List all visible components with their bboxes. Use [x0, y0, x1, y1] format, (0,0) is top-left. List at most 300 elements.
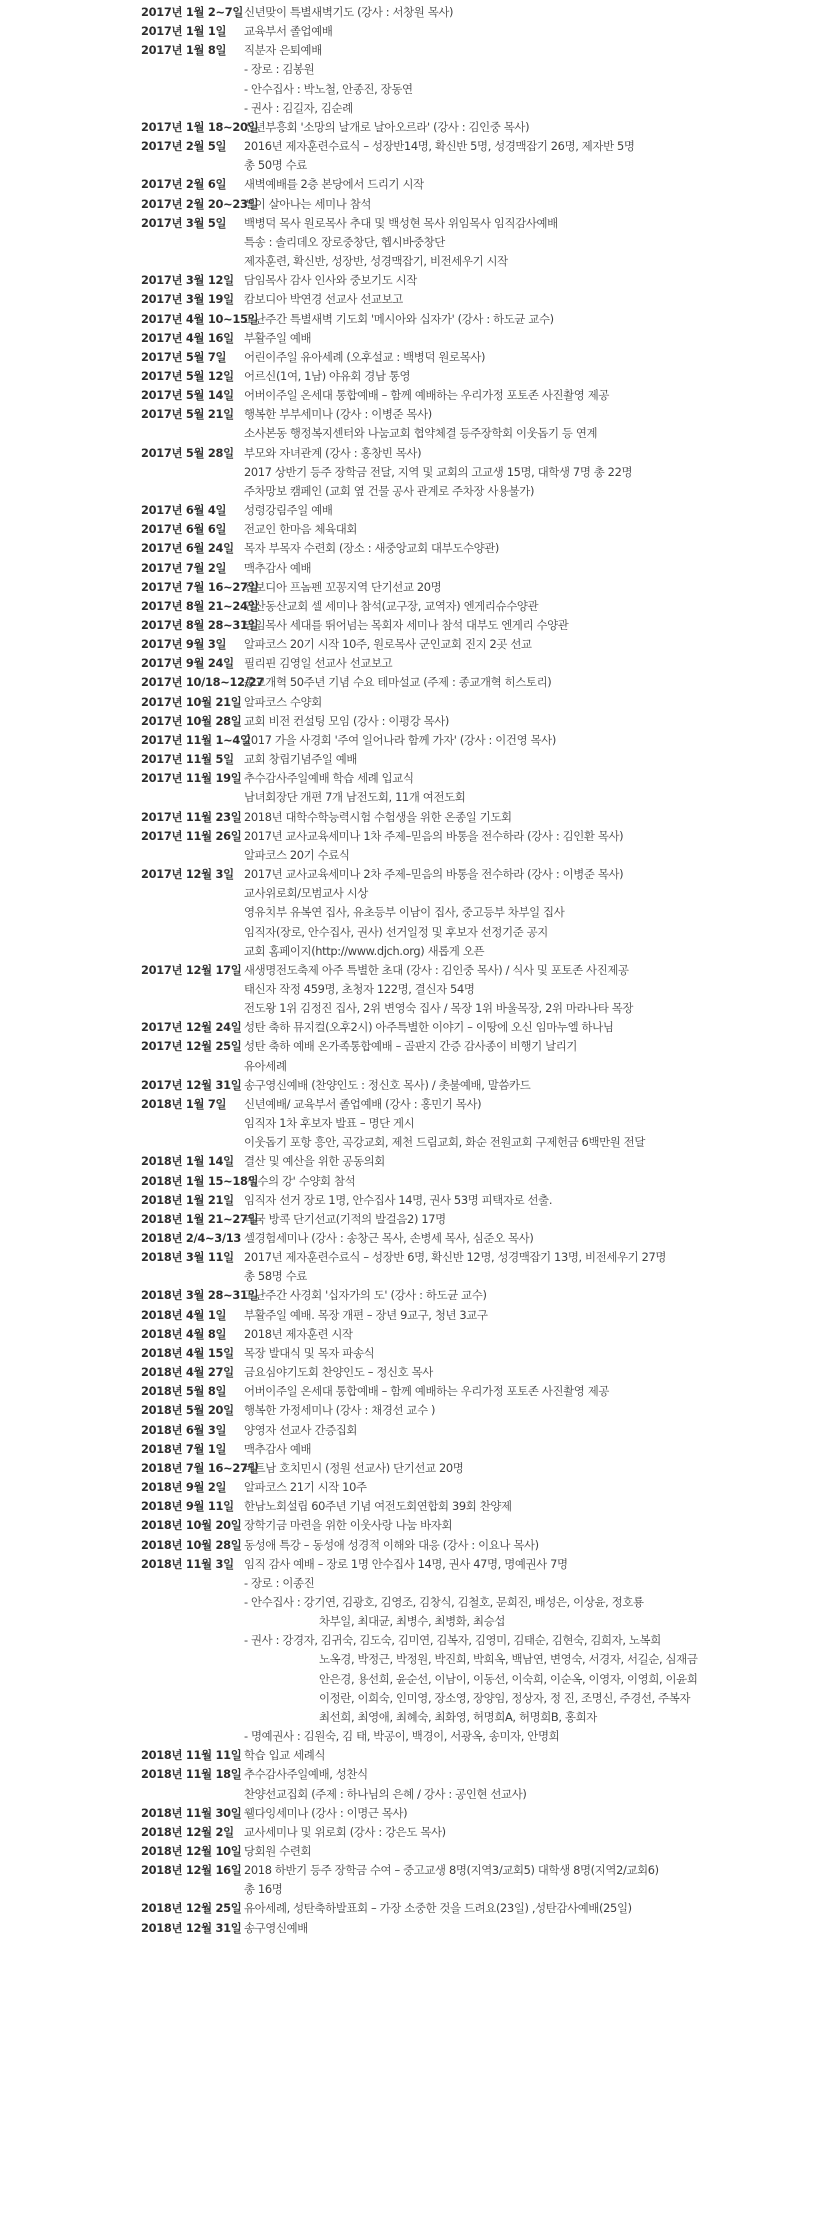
entry-line: 총 16명	[244, 1882, 283, 1897]
entry-date: 2017년 5월 28일	[141, 445, 234, 460]
entry-line: 최선희, 최영애, 최혜숙, 최화영, 허명희A, 허명희B, 홍희자	[319, 1709, 597, 1724]
entry-line: 어린이주일 유아세례 (오후설교 : 백병덕 원로목사)	[244, 349, 486, 364]
entry-date: 2018년 11월 18일	[141, 1767, 242, 1782]
entry-line: 금요심야기도회 찬양인도 – 정신호 목사	[244, 1365, 433, 1380]
entry-date: 2017년 1월 2~7일	[141, 5, 244, 19]
timeline-entry	[0, 1516, 840, 1535]
entry-description	[244, 865, 840, 961]
entry-line: 성탄 축하 뮤지컬(오후2시) 아주특별한 이야기 – 이땅에 오신 임마누엘 하나님	[244, 1020, 614, 1035]
entry-line: 이정란, 이희숙, 인미영, 장소영, 장양임, 정상자, 정 진, 조명신, 주경선, 주복자	[319, 1690, 691, 1705]
entry-description	[244, 1861, 840, 1899]
entry-date: 2018년 10월 28일	[141, 1537, 242, 1552]
entry-date: 2017년 12월 24일	[141, 1020, 242, 1035]
entry-date: 2017년 6월 24일	[141, 541, 234, 556]
timeline-entry	[0, 1210, 840, 1229]
entry-line: 부모와 자녀관계 (강사 : 홍창빈 목사)	[244, 445, 422, 460]
timeline-entry	[0, 1152, 840, 1171]
entry-line: 목장 발대식 및 목자 파송식	[244, 1345, 375, 1360]
entry-line: 2017 가을 사경회 '주여 일어나라 함께 가자' (강사 : 이건영 목사)	[244, 732, 556, 747]
entry-date: 2018년 6월 3일	[141, 1422, 227, 1437]
timeline-entry	[0, 1286, 840, 1305]
entry-line: 캄보디아 박연경 선교사 선교보고	[244, 292, 403, 307]
entry-date: 2018년 11월 11일	[141, 1748, 242, 1763]
entry-date: 2018년 12월 16일	[141, 1863, 242, 1878]
entry-description	[244, 1842, 840, 1861]
entry-description	[244, 1363, 840, 1382]
entry-description	[244, 348, 840, 367]
entry-line: 부활주일 예배. 목장 개편 – 장년 9교구, 청년 3교구	[244, 1307, 488, 1322]
entry-line: 어르신(1여, 1남) 야유회 경남 통영	[244, 368, 411, 383]
entry-description	[244, 673, 840, 692]
entry-line: 알파코스 21기 시작 10주	[244, 1480, 367, 1495]
timeline-entry	[0, 386, 840, 405]
timeline-entry	[0, 1037, 840, 1075]
entry-line: '생수의 강' 수양회 참석	[244, 1173, 356, 1188]
entry-line: - 안수집사 : 박노철, 안종진, 장동연	[244, 81, 413, 96]
entry-line: 학습 입교 세례식	[244, 1748, 326, 1763]
entry-date: 2018년 3월 28~31일	[141, 1288, 259, 1303]
entry-line: 유아세례, 성탄축하발표회 – 가장 소중한 것을 드려요(23일) ,성탄감사예배(25일)	[244, 1901, 632, 1916]
timeline-entry	[0, 1401, 840, 1420]
entry-line: 2017년 교사교육세미나 2차 주제–믿음의 바통을 전수하라 (강사 : 이병준 목사)	[244, 867, 624, 882]
entry-date: 2018년 4월 27일	[141, 1365, 234, 1380]
entry-line: 어버이주일 온세대 통합예배 – 함께 예배하는 우리가정 포토존 사진촬영 제공	[244, 388, 610, 403]
entry-date: 2017년 5월 14일	[141, 388, 234, 403]
entry-date: 2018년 1월 15~18일	[141, 1173, 259, 1188]
entry-line: 임직자 선거 장로 1명, 안수집사 14명, 권사 53명 피택자로 선출.	[244, 1192, 553, 1207]
entry-date: 2018년 2/4~3/13	[141, 1231, 241, 1245]
entry-description	[244, 137, 840, 175]
entry-date: 2017년 4월 10~15일	[141, 311, 259, 326]
entry-line: 전교인 한마음 체육대회	[244, 522, 358, 537]
entry-line: - 안수집사 : 강기연, 김광호, 김영조, 김창식, 김철호, 문희진, 배성은, 이상윤, 정호룡	[244, 1594, 644, 1609]
entry-date: 2017년 5월 12일	[141, 368, 234, 383]
entry-date: 2018년 1월 21~27일	[141, 1211, 259, 1226]
entry-line: 주차망보 캠페인 (교회 옆 건물 공사 관계로 주차장 사용불가)	[244, 483, 535, 498]
entry-description	[244, 693, 840, 712]
entry-line: 추수감사주일예배, 성찬식	[244, 1767, 368, 1782]
entry-line: - 권사 : 강경자, 김귀숙, 김도숙, 김미연, 김복자, 김영미, 김태순, 김현숙, 김희자, 노복희	[244, 1633, 661, 1648]
entry-date: 2017년 10/18~12/27	[141, 675, 264, 690]
entry-line: 2016년 제자훈련수료식 – 성장반14명, 확신반 5명, 성경맥잡기 26명, 제자반 5명	[244, 139, 635, 154]
entry-line: 송구영신예배 (찬양인도 : 정신호 목사) / 촛불예배, 말씀카드	[244, 1077, 531, 1092]
entry-line: 2017 상반기 등주 장학금 전달, 지역 및 교회의 고교생 15명, 대학생 7명 총 22명	[244, 464, 633, 479]
entry-line: 총 58명 수료	[244, 1269, 307, 1284]
entry-date: 2017년 6월 4일	[141, 503, 227, 518]
entry-description	[244, 827, 840, 865]
entry-line: 이웃돕기 포항 흥안, 곡강교회, 제천 드림교회, 화순 전원교회 구제헌금 6백만원 전달	[244, 1135, 645, 1150]
entry-date: 2018년 12월 10일	[141, 1844, 242, 1858]
entry-date: 2017년 3월 12일	[141, 273, 234, 288]
entry-description	[244, 1555, 840, 1747]
entry-description	[244, 520, 840, 539]
entry-description	[244, 1037, 840, 1075]
timeline-entry	[0, 1325, 840, 1344]
entry-description	[244, 559, 840, 578]
entry-line: 2018 하반기 등주 장학금 수여 – 중고교생 8명(지역3/교회5) 대학생 8명(지역2/교회6)	[244, 1863, 659, 1878]
entry-date: 2017년 2월 5일	[141, 139, 227, 154]
entry-line: 알파코스 20기 시작 10주, 원로목사 군인교회 진지 2곳 선교	[244, 637, 532, 652]
entry-description	[244, 444, 840, 501]
entry-date: 2017년 3월 5일	[141, 215, 227, 230]
entry-date: 2018년 11월 30일	[141, 1805, 242, 1820]
timeline-entry	[0, 712, 840, 731]
timeline-entry	[0, 808, 840, 827]
entry-date: 2018년 4월 15일	[141, 1345, 234, 1360]
timeline-entry	[0, 1248, 840, 1286]
entry-description	[244, 1152, 840, 1171]
timeline-entry	[0, 1823, 840, 1842]
timeline-entry	[0, 290, 840, 309]
timeline-entry	[0, 1555, 840, 1747]
entry-description	[244, 750, 840, 769]
entry-line: 새벽예배를 2층 본당에서 드리기 시작	[244, 177, 424, 192]
timeline-entry	[0, 1842, 840, 1861]
timeline-entry	[0, 1899, 840, 1918]
entry-description	[244, 1325, 840, 1344]
timeline-entry	[0, 348, 840, 367]
timeline-entry	[0, 1018, 840, 1037]
entry-date: 2017년 10월 28일	[141, 713, 242, 728]
entry-line: 백병덕 목사 원로목사 추대 및 백성현 목사 위임목사 임직감사예배	[244, 215, 558, 230]
timeline-entry	[0, 310, 840, 329]
entry-description	[244, 769, 840, 807]
entry-line: 알파코스 수양회	[244, 694, 322, 709]
entry-line: 교육부서 졸업예배	[244, 24, 333, 39]
entry-date: 2017년 8월 21~24일	[141, 598, 259, 613]
timeline-entry	[0, 1459, 840, 1478]
timeline-entry	[0, 367, 840, 386]
entry-line: 교사위로회/모범교사 시상	[244, 886, 368, 901]
timeline-entry	[0, 750, 840, 769]
timeline-entry	[0, 673, 840, 692]
timeline-entry	[0, 654, 840, 673]
timeline-entry	[0, 693, 840, 712]
timeline-entry	[0, 827, 840, 865]
entry-line: 신년맞이 특별새벽기도 (강사 : 서창원 목사)	[244, 5, 454, 19]
entry-line: 2018년 대학수학능력시험 수험생을 위한 온종일 기도회	[244, 809, 512, 824]
timeline-entry	[0, 137, 840, 175]
entry-line: 노옥경, 박정근, 박정원, 박진희, 박희옥, 백남연, 변영숙, 서경자, 서길순, 심재금	[319, 1652, 698, 1667]
entry-description	[244, 1210, 840, 1229]
entry-date: 2017년 12월 3일	[141, 867, 234, 882]
timeline-entry	[0, 1765, 840, 1803]
entry-line: 캄보디아 프놈펜 꼬꽁지역 단기선교 20명	[244, 579, 442, 594]
entry-date: 2017년 11월 5일	[141, 752, 234, 767]
entry-date: 2018년 3월 11일	[141, 1250, 234, 1265]
timeline-entry	[0, 1919, 840, 1938]
entry-line: 2017년 교사교육세미나 1차 주제–믿음의 바통을 전수하라 (강사 : 김인환 목사)	[244, 828, 624, 843]
entry-line: 직분자 은퇴예배	[244, 43, 322, 58]
timeline-entry	[0, 405, 840, 443]
entry-description	[244, 597, 840, 616]
entry-line: 2018년 제자훈련 시작	[244, 1326, 353, 1341]
timeline-entry	[0, 1478, 840, 1497]
timeline-entry	[0, 444, 840, 501]
entry-line: 담임목사 세대를 뛰어넘는 목회자 세미나 참석 대부도 엔게리 수양관	[244, 618, 569, 632]
entry-line: 성탄 축하 예배 온가족통합예배 – 골판지 간증 감사종이 비행기 날리기	[244, 1039, 578, 1054]
timeline-entry	[0, 1076, 840, 1095]
entry-line: - 장로 : 김봉원	[244, 62, 315, 77]
entry-line: 태신자 작정 459명, 초청자 122명, 결신자 54명	[244, 981, 475, 996]
entry-description	[244, 1076, 840, 1095]
entry-line: 안은경, 용선희, 윤순선, 이남이, 이동선, 이숙희, 이순옥, 이영자, 이영희, 이윤희	[319, 1671, 698, 1686]
entry-line: 어버이주일 온세대 통합예배 – 함께 예배하는 우리가정 포토존 사진촬영 제공	[244, 1384, 610, 1399]
timeline-entry	[0, 1440, 840, 1459]
timeline-entry	[0, 214, 840, 271]
entry-date: 2017년 2월 6일	[141, 177, 227, 192]
timeline-entry	[0, 1497, 840, 1516]
entry-line: 신년부흥회 '소망의 날개로 날아오르라' (강사 : 김인중 목사)	[244, 119, 530, 134]
entry-date: 2018년 1월 14일	[141, 1154, 234, 1169]
entry-description	[244, 118, 840, 137]
entry-date: 2017년 4월 16일	[141, 330, 234, 345]
entry-line: 동성애 특강 – 동성애 성경적 이해와 대응 (강사 : 이요나 목사)	[244, 1537, 539, 1552]
entry-date: 2018년 7월 1일	[141, 1441, 227, 1456]
entry-line: 소사본동 행정복지센터와 나눔교회 협약체결 등주장학회 이웃돕기 등 연계	[244, 426, 598, 441]
entry-date: 2018년 1월 21일	[141, 1192, 234, 1207]
entry-line: 제자훈련, 확신반, 성장반, 성경맥잡기, 비전세우기 시작	[244, 254, 508, 269]
entry-line: 총 50명 수료	[244, 158, 307, 173]
timeline-entry	[0, 559, 840, 578]
entry-description	[244, 1018, 840, 1037]
entry-date: 2017년 11월 1~4일	[141, 732, 251, 747]
entry-date: 2018년 4월 1일	[141, 1307, 227, 1322]
entry-line: 남녀회장단 개편 7개 남전도회, 11개 여전도회	[244, 790, 466, 805]
entry-description	[244, 22, 840, 41]
entry-description	[244, 1497, 840, 1516]
entry-date: 2017년 12월 25일	[141, 1039, 242, 1054]
entry-line: 한남노회설립 60주년 기념 여전도회연합회 39회 찬양제	[244, 1499, 512, 1514]
entry-description	[244, 3, 840, 22]
entry-description	[244, 1095, 840, 1152]
entry-line: 맥추감사 예배	[244, 1441, 312, 1456]
entry-description	[244, 41, 840, 118]
entry-description	[244, 501, 840, 520]
entry-description	[244, 1306, 840, 1325]
entry-line: 베트남 호치민시 (정원 선교사) 단기선교 20명	[244, 1460, 464, 1475]
entry-line: - 권사 : 김길자, 김순례	[244, 100, 353, 115]
timeline-entry	[0, 539, 840, 558]
entry-line: 목자 부목자 수련회 (장소 : 새중앙교회 대부도수양관)	[244, 541, 500, 556]
entry-description	[244, 214, 840, 271]
entry-date: 2017년 7월 16~27일	[141, 579, 259, 594]
timeline-entry	[0, 271, 840, 290]
entry-description	[244, 367, 840, 386]
entry-line: 유아세례	[244, 1058, 287, 1073]
timeline-entry	[0, 1861, 840, 1899]
timeline-entry	[0, 731, 840, 750]
entry-line: 특송 : 솔리데오 장로중창단, 헵시바중창단	[244, 234, 445, 249]
entry-line: 행복한 가정세미나 (강사 : 채경선 교수 )	[244, 1403, 436, 1418]
entry-date: 2017년 1월 1일	[141, 24, 227, 39]
timeline-entry	[0, 1382, 840, 1401]
timeline-entry	[0, 1095, 840, 1152]
timeline-entry	[0, 1306, 840, 1325]
entry-line: 장학기금 마련을 위한 이웃사랑 나눔 바자회	[244, 1518, 453, 1533]
entry-description	[244, 1344, 840, 1363]
entry-line: 안산동산교회 셀 세미나 참석(교구장, 교역자) 엔게리슈수양관	[244, 598, 539, 613]
entry-description	[244, 712, 840, 731]
entry-description	[244, 1248, 840, 1286]
timeline-entry	[0, 195, 840, 214]
entry-line: 임직자 1차 후보자 발표 – 명단 게시	[244, 1116, 415, 1131]
entry-line: 담임목사 감사 인사와 중보기도 시작	[244, 273, 417, 288]
entry-line: 찬양선교집회 (주제 : 하나님의 은혜 / 강사 : 공인현 선교사)	[244, 1786, 527, 1801]
entry-line: - 명예권사 : 김원숙, 김 태, 박공이, 백경이, 서광옥, 송미자, 안명희	[244, 1729, 560, 1744]
timeline-entry	[0, 22, 840, 41]
entry-line: 부활주일 예배	[244, 330, 312, 345]
entry-date: 2017년 10월 21일	[141, 694, 242, 709]
entry-line: 셀이 살아나는 세미나 참석	[244, 196, 371, 211]
entry-description	[244, 195, 840, 214]
entry-line: 영유치부 유복연 집사, 유초등부 이남이 집사, 중고등부 차부일 집사	[244, 905, 565, 920]
entry-date: 2017년 11월 23일	[141, 809, 242, 824]
entry-date: 2017년 6월 6일	[141, 522, 227, 537]
entry-date: 2018년 5월 20일	[141, 1403, 234, 1418]
entry-line: 당회원 수련회	[244, 1844, 312, 1858]
entry-description	[244, 329, 840, 348]
timeline-entry	[0, 578, 840, 597]
entry-description	[244, 1382, 840, 1401]
entry-description	[244, 578, 840, 597]
entry-description	[244, 1440, 840, 1459]
timeline-entry	[0, 1363, 840, 1382]
entry-line: 셀경험세미나 (강사 : 송창근 목사, 손병세 목사, 심준오 목사)	[244, 1231, 534, 1245]
timeline-entry	[0, 1421, 840, 1440]
entry-description	[244, 175, 840, 194]
entry-description	[244, 1421, 840, 1440]
entry-description	[244, 1191, 840, 1210]
entry-date: 2018년 7월 16~27일	[141, 1460, 259, 1475]
entry-description	[244, 310, 840, 329]
timeline-entry	[0, 175, 840, 194]
timeline-entry	[0, 597, 840, 616]
entry-date: 2017년 1월 18~20일	[141, 119, 259, 134]
timeline-entry	[0, 118, 840, 137]
timeline-entry	[0, 520, 840, 539]
entry-description	[244, 1229, 840, 1248]
entry-description	[244, 1919, 840, 1938]
entry-date: 2018년 9월 2일	[141, 1480, 227, 1495]
entry-date: 2018년 12월 2일	[141, 1824, 234, 1839]
entry-description	[244, 1401, 840, 1420]
entry-description	[244, 635, 840, 654]
entry-line: 알파코스 20기 수료식	[244, 847, 350, 862]
entry-description	[244, 1478, 840, 1497]
entry-date: 2017년 12월 31일	[141, 1077, 242, 1092]
entry-description	[244, 654, 840, 673]
entry-line: 임직 감사 예배 – 장로 1명 안수집사 14명, 권사 47명, 명예권사 7명	[244, 1556, 568, 1571]
timeline-entry	[0, 329, 840, 348]
entry-line: 임직자(장로, 안수집사, 권사) 선거일정 및 후보자 선정기준 공지	[244, 924, 548, 939]
timeline-entry	[0, 501, 840, 520]
entry-description	[244, 1746, 840, 1765]
timeline-entry	[0, 865, 840, 961]
entry-line: 송구영신예배	[244, 1920, 308, 1935]
entry-description	[244, 386, 840, 405]
church-history-timeline	[0, 3, 840, 1938]
entry-line: 고난주간 사경회 '십자가의 도' (강사 : 하도균 교수)	[244, 1288, 487, 1303]
entry-description	[244, 1536, 840, 1555]
entry-date: 2017년 11월 19일	[141, 771, 242, 786]
timeline-entry	[0, 769, 840, 807]
entry-line: 차부일, 최대균, 최병수, 최병화, 최승섭	[319, 1614, 505, 1629]
entry-date: 2018년 12월 31일	[141, 1920, 242, 1935]
entry-description	[244, 290, 840, 309]
entry-line: 필리핀 김영일 선교사 선교보고	[244, 656, 393, 671]
entry-line: 종교개혁 50주년 기념 수요 테마설교 (주제 : 종교개혁 히스토리)	[244, 675, 552, 690]
entry-line: 웰다잉세미나 (강사 : 이명근 목사)	[244, 1805, 408, 1820]
entry-date: 2018년 10월 20일	[141, 1518, 242, 1533]
entry-description	[244, 1459, 840, 1478]
entry-date: 2017년 5월 7일	[141, 349, 227, 364]
entry-line: 신년예배/ 교육부서 졸업예배 (강사 : 홍민기 목사)	[244, 1096, 482, 1111]
entry-date: 2018년 11월 3일	[141, 1556, 234, 1571]
timeline-entry	[0, 41, 840, 118]
entry-date: 2017년 9월 3일	[141, 637, 227, 652]
entry-description	[244, 1823, 840, 1842]
entry-line: 태국 방콕 단기선교(기적의 발걸음2) 17명	[244, 1211, 446, 1226]
entry-date: 2018년 4월 8일	[141, 1326, 227, 1341]
entry-date: 2018년 5월 8일	[141, 1384, 227, 1399]
entry-date: 2018년 1월 7일	[141, 1096, 227, 1111]
timeline-entry	[0, 1229, 840, 1248]
entry-description	[244, 808, 840, 827]
entry-line: 추수감사주일예배 학습 세례 입교식	[244, 771, 414, 786]
timeline-entry	[0, 635, 840, 654]
timeline-entry	[0, 1804, 840, 1823]
entry-description	[244, 539, 840, 558]
entry-description	[244, 1516, 840, 1535]
entry-date: 2017년 1월 8일	[141, 43, 227, 58]
timeline-entry	[0, 616, 840, 635]
entry-line: 교회 비전 컨설팅 모임 (강사 : 이평강 목사)	[244, 713, 450, 728]
entry-description	[244, 271, 840, 290]
timeline-entry	[0, 1172, 840, 1191]
entry-description	[244, 405, 840, 443]
entry-description	[244, 731, 840, 750]
entry-line: 전도왕 1위 김정진 집사, 2위 변영숙 집사 / 목장 1위 바울목장, 2위 마라나타 목장	[244, 1001, 634, 1016]
entry-date: 2017년 5월 21일	[141, 407, 234, 422]
entry-description	[244, 616, 840, 635]
timeline-entry	[0, 1191, 840, 1210]
entry-date: 2017년 2월 20~23일	[141, 196, 259, 211]
entry-date: 2018년 9월 11일	[141, 1499, 234, 1514]
timeline-entry	[0, 1344, 840, 1363]
entry-line: 양영자 선교사 간증집회	[244, 1422, 358, 1437]
entry-description	[244, 1804, 840, 1823]
entry-line: 맥추감사 예배	[244, 560, 312, 575]
timeline-entry	[0, 3, 840, 22]
entry-line: 결산 및 예산을 위한 공동의회	[244, 1154, 385, 1169]
timeline-entry	[0, 1536, 840, 1555]
entry-date: 2017년 12월 17일	[141, 962, 242, 977]
entry-line: 교회 창립기념주일 예배	[244, 752, 358, 767]
entry-line: 교회 홈페이지(http://www.djch.org) 새롭게 오픈	[244, 943, 485, 958]
entry-date: 2017년 7월 2일	[141, 560, 227, 575]
entry-line: 새생명전도축제 아주 특별한 초대 (강사 : 김인중 목사) / 식사 및 포토존 사진제공	[244, 962, 629, 977]
entry-description	[244, 1172, 840, 1191]
entry-description	[244, 961, 840, 1018]
timeline-entry	[0, 1746, 840, 1765]
entry-line: 행복한 부부세미나 (강사 : 이병준 목사)	[244, 407, 432, 422]
timeline-entry	[0, 961, 840, 1018]
entry-line: - 장로 : 이종진	[244, 1575, 315, 1590]
entry-date: 2017년 11월 26일	[141, 828, 242, 843]
entry-line: 2017년 제자훈련수료식 – 성장반 6명, 확신반 12명, 성경맥잡기 13명, 비전세우기 27명	[244, 1250, 667, 1265]
entry-date: 2017년 9월 24일	[141, 656, 234, 671]
